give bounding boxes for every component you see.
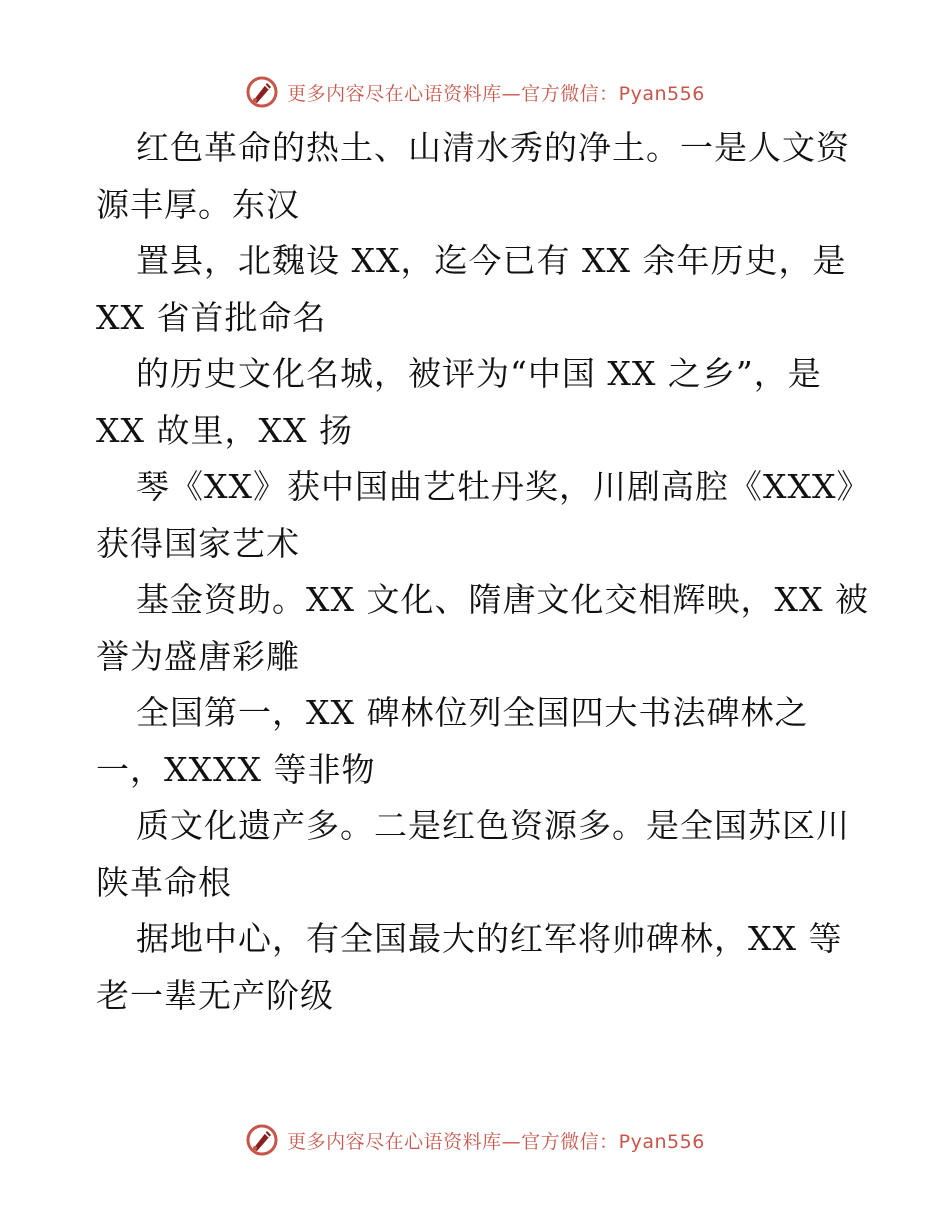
paragraph-line: 陕革命根 [96,862,232,902]
paragraph-line: 基金资助。XX 文化、隋唐文化交相辉映，XX 被 [136,580,869,619]
paragraph-line: 据地中心，有全国最大的红军将帅碑林，XX 等 [136,919,843,958]
paragraph-line: XX 省首批命名 [96,297,327,337]
footer-banner [0,1120,950,1160]
paragraph [96,572,869,685]
paragraph-line: 质文化遗产多。二是红色资源多。是全国苏区川 [136,806,850,845]
paragraph [96,459,871,572]
paragraph-line: 一，XXXX 等非物 [96,749,376,789]
paragraph-line: 置县，北魏设 XX，迄今已有 XX 余年历史，是 [136,241,847,280]
paragraph-line: 琴《XX》获中国曲艺牡丹奖，川剧高腔《XXX》 [136,467,871,506]
paragraph-line: 全国第一，XX 碑林位列全国四大书法碑林之 [136,693,809,732]
paragraph [96,233,856,346]
paragraph [96,798,856,911]
paragraph-line: XX 故里，XX 扬 [96,410,353,450]
paragraph [96,685,856,798]
document-body [96,120,871,1024]
paragraph-line: 红色革命的热土、山清水秀的净土。一是人文资 [136,128,850,167]
header-banner-text: 更多内容尽在心语资料库—官方微信：Pyan556 [287,82,705,105]
paragraph [96,346,856,459]
paragraph [96,120,856,233]
paragraph-line: 老一辈无产阶级 [96,975,334,1015]
header-banner [0,72,950,112]
pen-seal-icon [245,1123,279,1157]
paragraph-line: 誉为盛唐彩雕 [96,636,300,676]
pen-seal-icon [245,75,279,109]
paragraph-line: 源丰厚。东汉 [96,184,300,224]
footer-banner-text: 更多内容尽在心语资料库—官方微信：Pyan556 [287,1130,705,1153]
paragraph-line: 的历史文化名城，被评为“中国 XX 之乡”，是 [136,354,822,393]
paragraph [96,911,856,1024]
paragraph-line: 获得国家艺术 [96,523,300,563]
